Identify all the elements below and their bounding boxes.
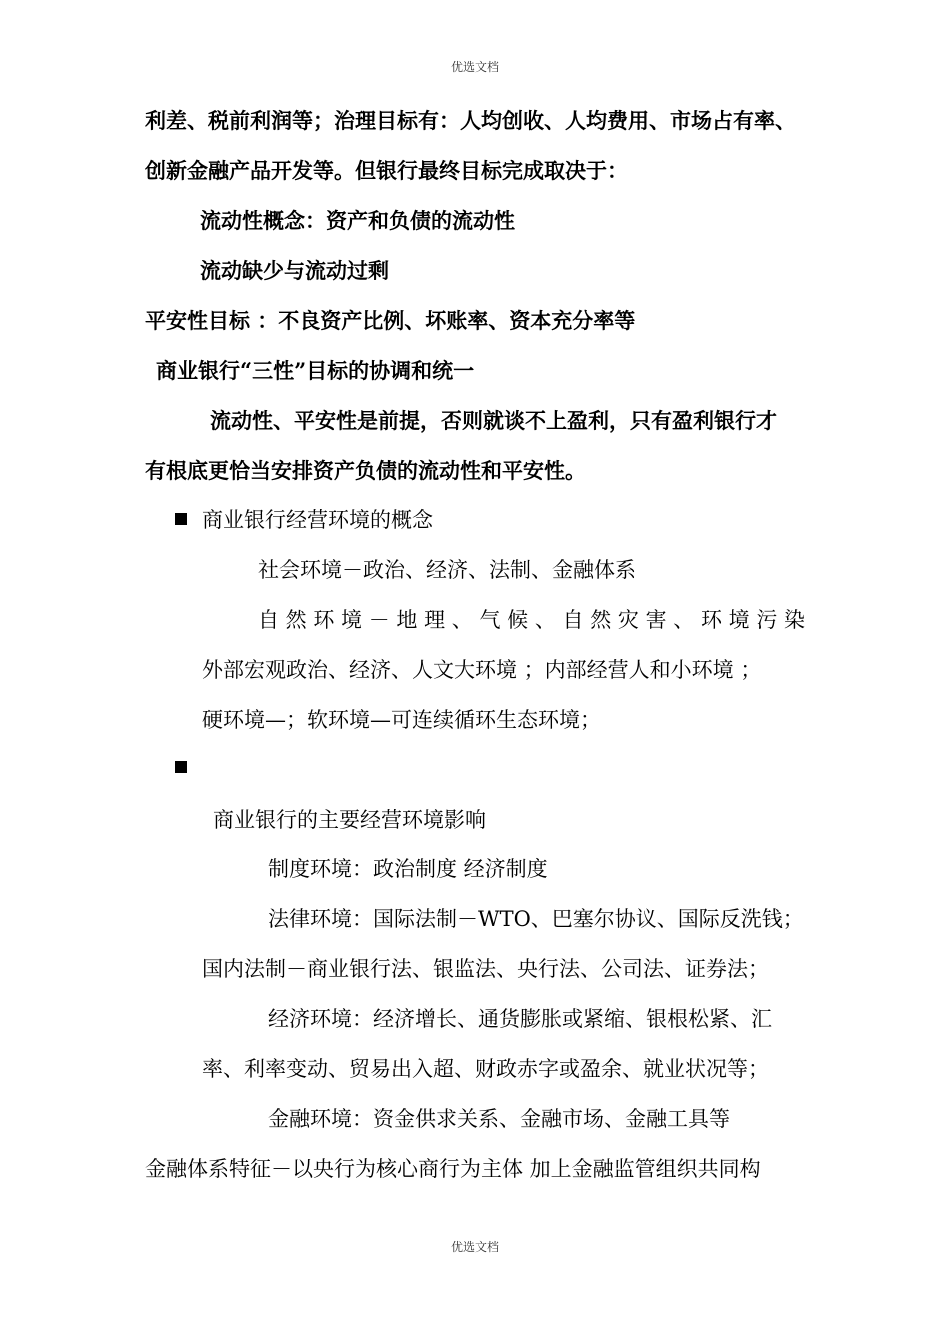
text-line: 硬环境—；软环境—可连续循环生态环境；: [202, 708, 601, 732]
text-line: 制度环境：政治制度 经济制度: [268, 857, 548, 881]
text-line: 法律环境：国际法制－WTO、巴塞尔协议、国际反洗钱；: [268, 907, 804, 931]
text-line: 经济环境：经济增长、通货膨胀或紧缩、银根松紧、汇: [268, 1007, 772, 1031]
text-line: 利差、税前利润等；治理目标有：人均创收、人均费用、市场占有率、: [145, 108, 796, 133]
text-line: 自然环境－地理、气候、自然灾害、环境污染: [258, 608, 805, 632]
text-line: 创新金融产品开发等。但银行最终目标完成取决于：: [145, 158, 628, 183]
text-line: 商业银行的主要经营环境影响: [213, 808, 486, 832]
text-line: 有根底更恰当安排资产负债的流动性和平安性。: [145, 458, 586, 483]
bullet-square-icon: [175, 761, 187, 773]
text-line: 流动性、平安性是前提，否则就谈不上盈利，只有盈利银行才: [210, 408, 777, 433]
text-line: 外部宏观政治、经济、人文大环境 ；内部经营人和小环境 ；: [202, 658, 762, 682]
page-header: 优选文档: [450, 60, 499, 74]
text-line: 社会环境－政治、经济、法制、金融体系: [258, 558, 636, 582]
text-line: 流动性概念：资产和负债的流动性: [200, 208, 515, 233]
text-line: 流动缺少与流动过剩: [200, 258, 389, 283]
text-line: 商业银行经营环境的概念: [202, 508, 433, 532]
text-line: 率、利率变动、贸易出入超、财政赤字或盈余、就业状况等；: [202, 1057, 769, 1081]
page-footer: 优选文档: [450, 1240, 499, 1254]
bullet-square-icon: [175, 513, 187, 525]
text-line: 商业银行“三性”目标的协调和统一: [156, 358, 475, 383]
text-line: 金融体系特征－以央行为核心商行为主体 加上金融监管组织共同构: [145, 1157, 761, 1181]
text-line: 平安性目标 ：不良资产比例、坏账率、资本充分率等: [145, 308, 636, 333]
text-line: 金融环境：资金供求关系、金融市场、金融工具等: [268, 1107, 730, 1131]
text-line: 国内法制－商业银行法、银监法、央行法、公司法、证券法；: [202, 957, 769, 981]
